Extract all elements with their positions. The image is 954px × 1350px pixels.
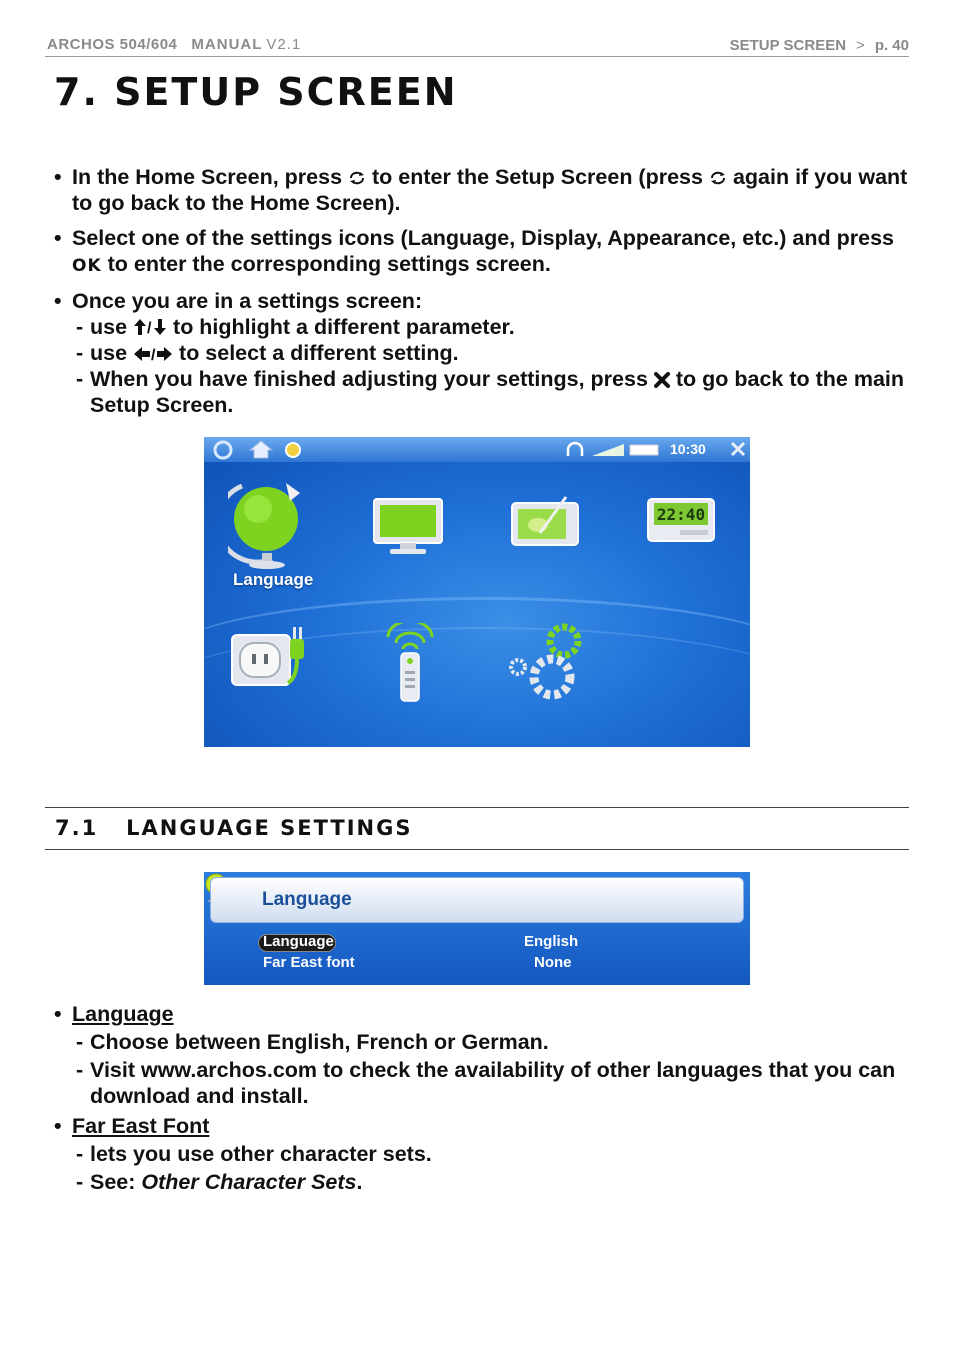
sub-language-choose: - Choose between English, French or German. bbox=[76, 1030, 549, 1054]
header-separator: > bbox=[856, 37, 865, 54]
status-left-icons bbox=[208, 439, 308, 461]
headphone-icon bbox=[568, 443, 582, 456]
clock-readout: 22:40 bbox=[656, 505, 706, 524]
up-down-arrow-icon bbox=[133, 318, 167, 336]
display-monitor-icon bbox=[372, 497, 444, 557]
language-settings-screenshot bbox=[204, 872, 750, 985]
gear-status-icon bbox=[286, 443, 300, 457]
language-globe-icon bbox=[228, 471, 308, 571]
sub-language-visit: - Visit www.archos.com to check the availability of other languages that you can download and install. bbox=[76, 1058, 896, 1108]
settings-title: Language bbox=[262, 889, 352, 910]
gears-system-icon bbox=[504, 617, 594, 705]
bullet-far-east-font: • Far East Font bbox=[54, 1114, 210, 1138]
manual-label: MANUAL bbox=[191, 36, 263, 53]
version-label: V2.1 bbox=[266, 36, 302, 53]
setup-screen-screenshot bbox=[204, 437, 750, 747]
page-title: 7. SETUP SCREEN bbox=[54, 70, 458, 114]
header-left bbox=[47, 36, 301, 53]
status-right-icons bbox=[564, 440, 664, 460]
section-title: 7.1 LANGUAGE SETTINGS bbox=[55, 816, 413, 840]
header-right bbox=[730, 37, 909, 54]
language-heading: Language bbox=[72, 1002, 174, 1026]
ok-key-icon: OK bbox=[72, 256, 102, 276]
power-plug-icon bbox=[228, 621, 318, 691]
bullet-settings-screen: • Once you are in a settings screen: bbox=[54, 289, 423, 313]
setting-label-language: Language bbox=[263, 933, 334, 950]
remote-control-icon bbox=[382, 623, 438, 703]
appearance-palette-icon bbox=[508, 493, 584, 549]
section-header bbox=[45, 807, 909, 850]
bullet-language: • Language bbox=[54, 1002, 174, 1026]
bullet-home-screen: • In the Home Screen, press to enter the Setup Screen (press again if you want to go back to the Home Screen). bbox=[54, 165, 908, 215]
page-header bbox=[45, 30, 909, 57]
svg-text:/: / bbox=[147, 320, 152, 336]
sub-go-back: - When you have finished adjusting your settings, press to go back to the main Setup Screen. bbox=[76, 367, 905, 417]
sub-highlight: - use / to highlight a different parameter. bbox=[76, 315, 515, 339]
bullet-select-icon: • Select one of the settings icons (Language, Display, Appearance, etc.) and press OK to enter the corresponding settings screen. bbox=[54, 226, 894, 276]
section-name: SETUP SCREEN bbox=[729, 37, 847, 54]
setting-value-far-east-font: None bbox=[534, 954, 572, 971]
battery-icon bbox=[630, 445, 658, 455]
setting-label-far-east-font: Far East font bbox=[263, 954, 355, 971]
sub-select: - use / to select a different setting. bbox=[76, 341, 459, 365]
device-clock: 10:30 bbox=[670, 441, 706, 457]
other-character-sets-link[interactable]: Other Character Sets bbox=[141, 1170, 357, 1194]
cycle-status-icon bbox=[215, 442, 231, 458]
close-x-icon bbox=[654, 372, 670, 388]
volume-icon bbox=[592, 444, 624, 456]
setup-cycle-icon bbox=[709, 170, 727, 186]
setup-cycle-icon bbox=[348, 170, 366, 186]
sub-far-east-see: - See: Other Character Sets. bbox=[76, 1170, 363, 1194]
home-icon bbox=[250, 441, 272, 458]
svg-text:/: / bbox=[151, 347, 156, 362]
intro-text bbox=[54, 164, 910, 418]
sub-far-east-charsets: - lets you use other character sets. bbox=[76, 1142, 432, 1166]
close-icon bbox=[730, 441, 746, 457]
details-text bbox=[54, 1001, 910, 1195]
clock-display-icon bbox=[646, 497, 716, 545]
language-icon-label: Language bbox=[233, 570, 314, 589]
left-right-arrow-icon bbox=[133, 346, 173, 362]
brand-name: ARCHOS 504/604 bbox=[47, 36, 178, 53]
far-east-font-heading: Far East Font bbox=[72, 1114, 210, 1138]
setting-value-language: English bbox=[524, 933, 579, 950]
page-number: p. 40 bbox=[874, 37, 909, 54]
